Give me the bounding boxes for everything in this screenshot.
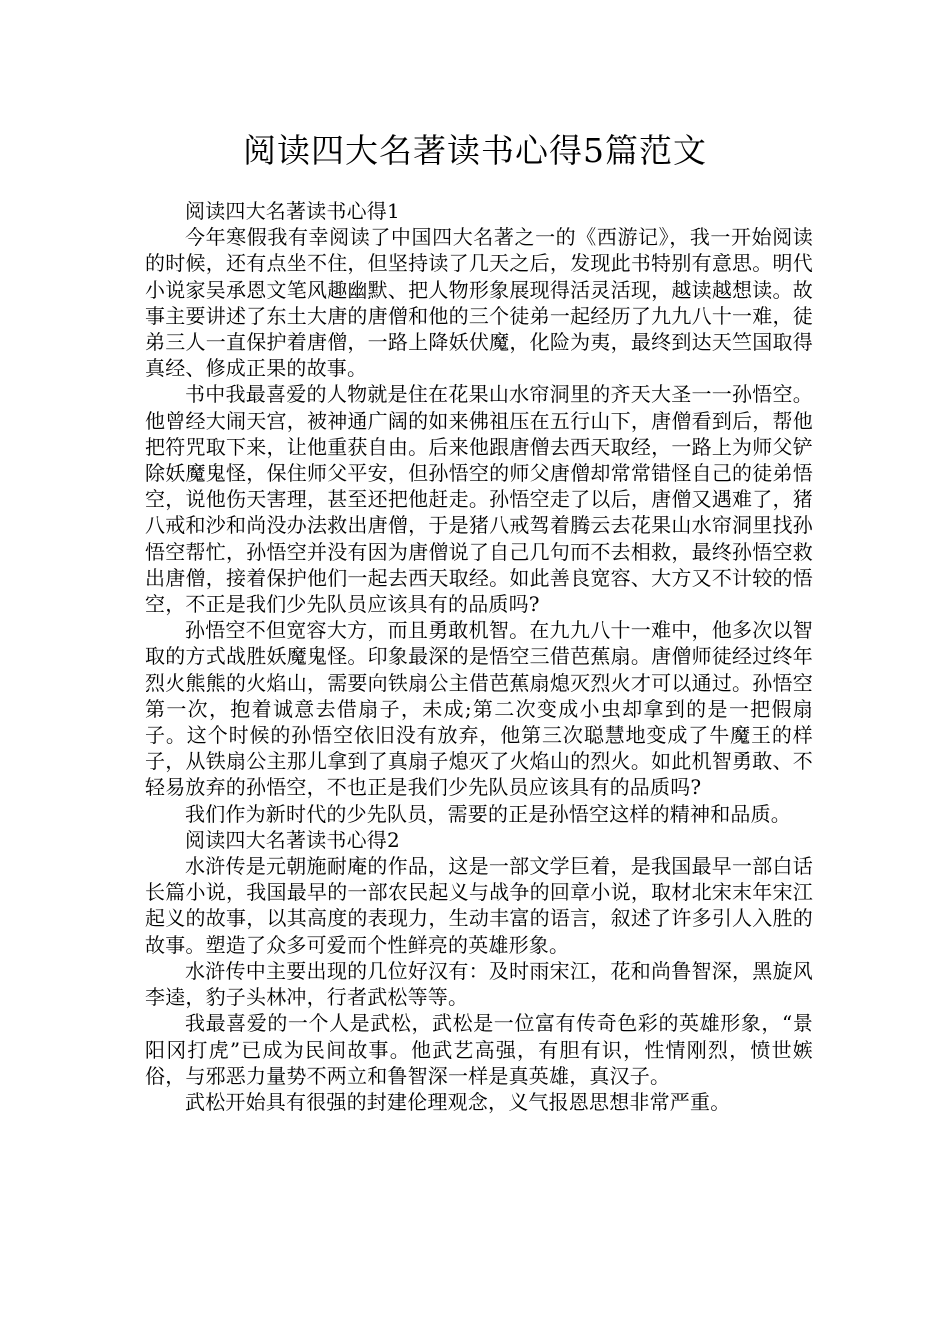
paragraph: 我们作为新时代的少先队员，需要的正是孙悟空这样的精神和品质。: [185, 801, 791, 826]
section-heading: 阅读四大名著读书心得2: [185, 827, 400, 852]
document-title: 阅读四大名著读书心得5篇范文: [243, 131, 707, 170]
section-heading: 阅读四大名著读书心得1: [185, 199, 400, 223]
paragraph: 书中我最喜爱的人物就是住在花果山水帘洞里的齐天大圣一一孙悟空。他曾经大闹天宫，被神通广阔的如来佛祖压在五行山下，唐僧看到后，帮他把符咒取下来，让他重获自由。后来他跟唐僧去西天取经，一路上为师父铲除妖魔鬼怪，保住师父平安，但孙悟空的师父唐僧却常常错怪自己的徒弟悟空，说他伤天害理，甚至还把他赶走。孙悟空走了以后，唐僧又遇难了，猪八戒和沙和尚没办法救出唐僧，于是猪八戒驾着腾云去花果山水帘洞里找孙悟空帮忙，孙悟空并没有因为唐僧说了自己几句而不去相救，最终孙悟空救出唐僧，接着保护他们一起去西天取经。如此善良宽容、大方又不计较的悟空，不正是我们少先队员应该具有的品质吗?: [145, 382, 813, 617]
paragraph: 水浒传中主要出现的几位好汉有：及时雨宋江，花和尚鲁智深，黑旋风李逵，豹子头林冲，行者武松等等。: [145, 958, 813, 1010]
paragraph: 水浒传是元朝施耐庵的作品，这是一部文学巨着，是我国最早一部白话长篇小说，我国最早的一部农民起义与战争的回章小说，取材北宋末年宋江起义的故事，以其高度的表现力，生动丰富的语言，叙述了许多引人入胜的故事。塑造了众多可爱而个性鲜亮的英雄形象。: [145, 854, 813, 957]
paragraph: 武松开始具有很强的封建伦理观念，义气报恩思想非常严重。: [185, 1089, 731, 1114]
paragraph: 我最喜爱的一个人是武松，武松是一位富有传奇色彩的英雄形象，“景阳冈打虎”已成为民间故事。他武艺高强，有胆有识，性情刚烈，愤世嫉俗，与邪恶力量势不两立和鲁智深一样是真英雄，真汉子。: [145, 1011, 813, 1088]
paragraph: 今年寒假我有幸阅读了中国四大名著之一的《西游记》，我一开始阅读的时候，还有点坐不住，但坚持读了几天之后，发现此书特别有意思。明代小说家吴承恩文笔风趣幽默、把人物形象展现得活灵活现，越读越想读。故事主要讲述了东土大唐的唐僧和他的三个徒弟一起经历了九九八十一难，徒弟三人一直保护着唐僧，一路上降妖伏魔，化险为夷，最终到达天竺国取得真经、修成正果的故事。: [145, 225, 813, 381]
paragraph: 孙悟空不但宽容大方，而且勇敢机智。在九九八十一难中，他多次以智取的方式战胜妖魔鬼怪。印象最深的是悟空三借芭蕉扇。唐僧师徒经过终年烈火熊熊的火焰山，需要向铁扇公主借芭蕉扇熄灭烈火才可以通过。孙悟空第一次，抱着诚意去借扇子，未成;第二次变成小虫却拿到的是一把假扇子。这个时候的孙悟空依旧没有放弃，他第三次聪慧地变成了牛魔王的样子，从铁扇公主那儿拿到了真扇子熄灭了火焰山的烈火。如此机智勇敢、不轻易放弃的孙悟空，不也正是我们少先队员应该具有的品质吗?: [145, 618, 813, 800]
document-body: [145, 198, 813, 1115]
